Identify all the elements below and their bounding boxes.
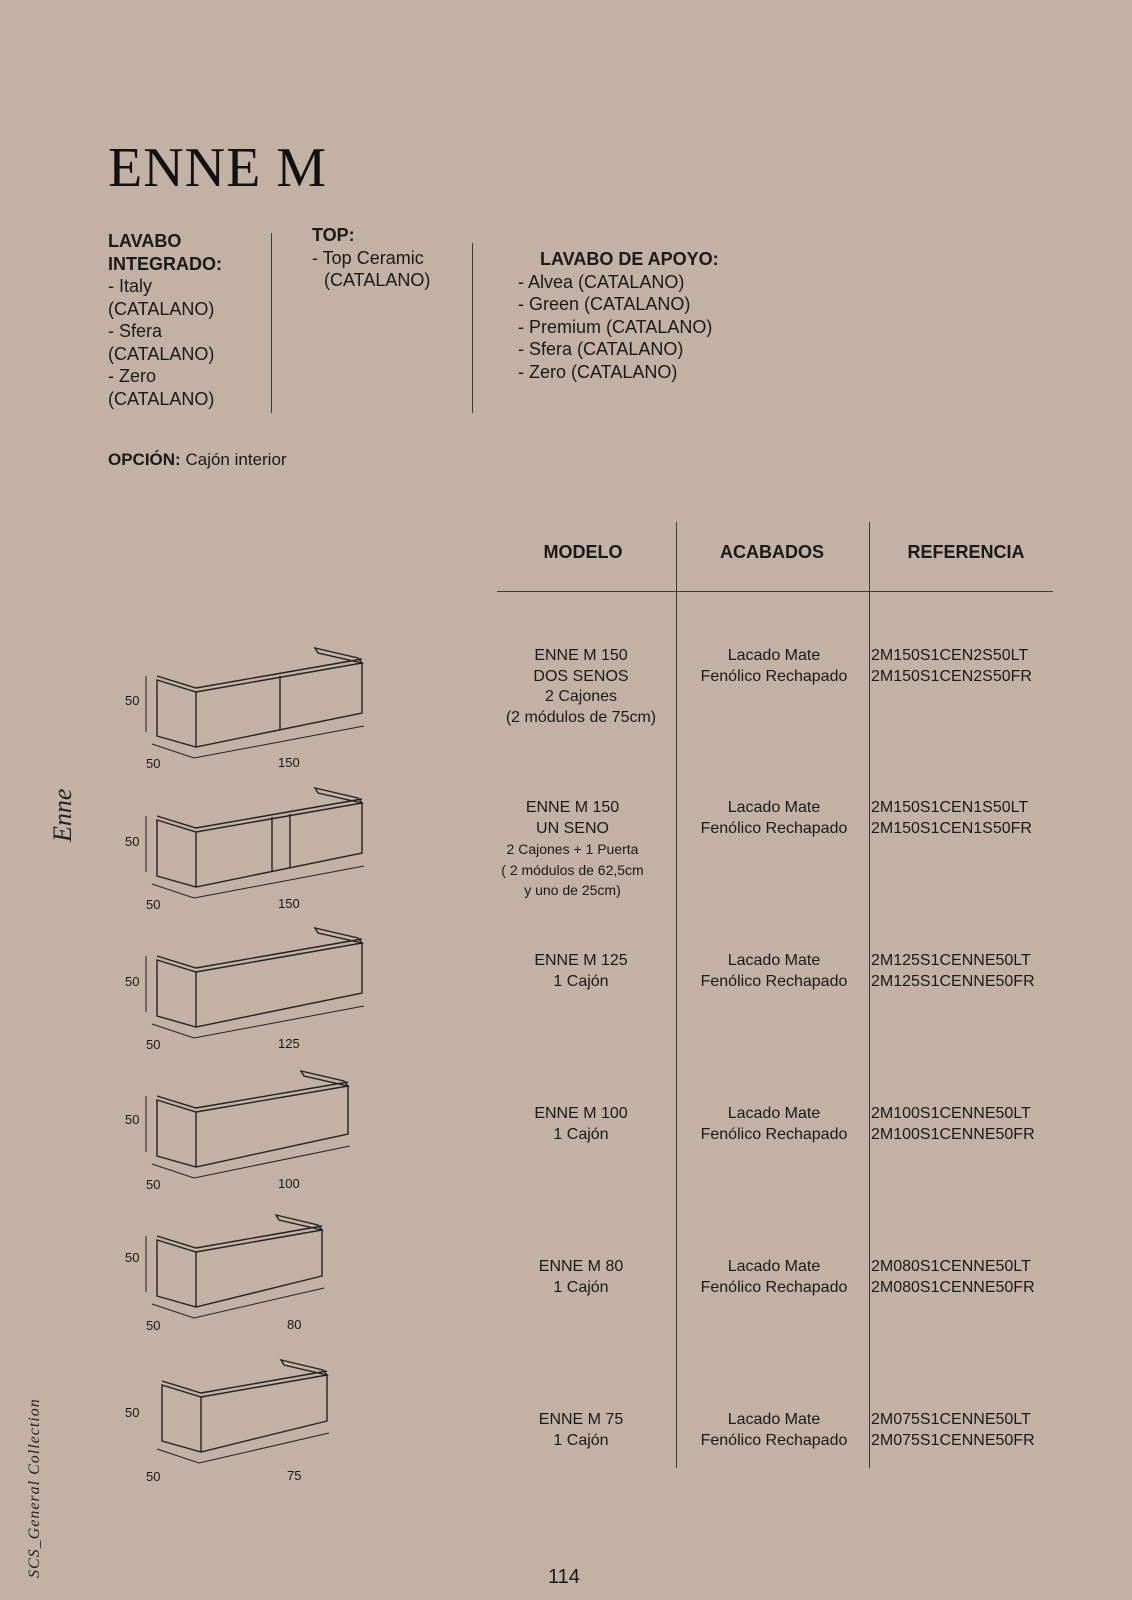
modelo-line: 1 Cajón [553,1125,609,1143]
row-3-modelo [497,951,665,992]
modelo-line: DOS SENOS [533,667,629,685]
dim-depth: 50 [146,1318,161,1333]
row-2-acabados [686,798,862,839]
modelo-line: 1 Cajón [553,972,609,990]
dim-height: 50 [125,693,140,708]
column-divider [472,243,473,413]
lavabo-integrado-line: - Sfera [108,321,163,341]
modelo-line: ENNE M 125 [534,952,628,969]
header-modelo: MODELO [543,542,623,562]
page-title: ENNE M [108,137,328,199]
dim-height: 50 [125,974,140,989]
referencia-line: 2M125S1CENNE50LT [871,952,1031,969]
dim-height: 50 [125,834,140,849]
acabado-line: Lacado Mate [727,1105,821,1122]
modelo-line: UN SENO [536,819,609,837]
row-2-modelo [480,798,665,901]
lavabo-apoyo-line: - Alvea (CATALANO) [518,271,685,292]
referencia-line: 2M100S1CENNE50FR [871,1125,1035,1143]
lavabo-apoyo-line: - Sfera (CATALANO) [518,339,684,359]
referencia-line: 2M150S1CEN2S50FR [871,667,1032,685]
acabado-line: Fenólico Rechapado [700,1125,848,1143]
cabinet-drawing-150-un-seno [140,780,380,900]
modelo-line: y uno de 25cm) [524,882,621,898]
top-line: (CATALANO) [324,270,431,290]
modelo-line: 1 Cajón [553,1431,609,1449]
row-1-referencia [871,646,1032,687]
lavabo-integrado-line: - Zero [108,366,157,386]
modelo-line: ENNE M 80 [538,1258,624,1275]
dim-height: 50 [125,1250,140,1265]
dim-height: 50 [125,1112,140,1127]
modelo-line: ENNE M 100 [534,1105,628,1122]
lavabo-integrado-line: (CATALANO) [108,388,215,409]
dim-width: 125 [278,1036,300,1051]
row-4-referencia [871,1104,1035,1145]
collection-label: SCS_General Collection [26,1398,43,1578]
cabinet-drawing-100 [140,1060,380,1180]
opcion-line [108,450,287,470]
dim-width: 80 [287,1317,302,1332]
side-label-enne: Enne [48,788,77,842]
row-6-referencia [871,1410,1035,1451]
row-5-acabados [686,1257,862,1298]
dim-depth: 50 [146,1037,161,1052]
acabado-line: Lacado Mate [727,647,821,664]
modelo-line: ENNE M 150 [525,799,620,816]
lavabo-apoyo-line: - Green (CATALANO) [518,294,691,314]
row-2-referencia [871,798,1032,839]
lavabo-integrado-heading-2: INTEGRADO: [108,253,222,274]
referencia-line: 2M075S1CENNE50FR [871,1431,1035,1449]
top-heading: TOP: [312,225,355,245]
header-underline [497,591,1053,592]
row-3-referencia [871,951,1035,992]
acabado-line: Fenólico Rechapado [700,667,848,685]
page-number: 114 [548,1566,580,1588]
lavabo-integrado-block [108,230,258,410]
row-5-modelo [497,1257,665,1298]
cabinet-drawing-75 [145,1345,385,1465]
top-block [312,224,472,292]
row-6-modelo [497,1410,665,1451]
dim-depth: 50 [146,897,161,912]
lavabo-integrado-line: - Italy [108,276,153,296]
lavabo-integrado-heading-1: LAVABO [108,231,182,251]
referencia-line: 2M150S1CEN2S50LT [871,647,1029,664]
dim-depth: 50 [146,1177,161,1192]
acabado-line: Fenólico Rechapado [700,972,848,990]
modelo-line: ENNE M 150 [534,647,628,664]
modelo-line: 1 Cajón [553,1278,609,1296]
header-acabados: ACABADOS [719,542,824,562]
referencia-line: 2M075S1CENNE50LT [871,1411,1031,1428]
cabinet-drawing-125 [140,920,380,1040]
column-divider [271,233,272,413]
dim-width: 150 [278,755,300,770]
acabado-line: Fenólico Rechapado [700,1278,848,1296]
acabado-line: Lacado Mate [727,952,821,969]
acabado-line: Lacado Mate [727,799,821,816]
row-1-acabados [686,646,862,687]
opcion-value: Cajón interior [185,450,287,469]
acabado-line: Fenólico Rechapado [700,819,848,837]
top-line: - Top Ceramic [312,247,424,268]
dim-depth: 50 [146,756,161,771]
row-4-modelo [497,1104,665,1145]
referencia-line: 2M125S1CENNE50FR [871,972,1035,990]
lavabo-apoyo-block [518,248,778,383]
modelo-line: (2 módulos de 75cm) [505,708,657,726]
acabado-line: Fenólico Rechapado [700,1431,848,1449]
lavabo-integrado-line: (CATALANO) [108,343,215,364]
row-5-referencia [871,1257,1035,1298]
referencia-line: 2M150S1CEN1S50LT [871,799,1029,816]
dim-height: 50 [125,1405,140,1420]
dim-depth: 50 [146,1469,161,1484]
modelo-line: ( 2 módulos de 62,5cm [501,861,644,878]
table-divider [869,522,870,1468]
dim-width: 150 [278,896,300,911]
acabado-line: Lacado Mate [727,1411,821,1428]
row-4-acabados [686,1104,862,1145]
cabinet-drawing-150-dos-senos [140,640,380,760]
row-6-acabados [686,1410,862,1451]
opcion-label: OPCIÓN: [108,450,181,469]
table-divider [676,522,677,1468]
referencia-line: 2M100S1CENNE50LT [871,1105,1031,1122]
referencia-line: 2M080S1CENNE50FR [871,1278,1035,1296]
modelo-line: 2 Cajones + 1 Puerta [506,841,639,857]
dim-width: 75 [287,1468,302,1483]
cabinet-drawing-80 [140,1200,380,1320]
referencia-line: 2M080S1CENNE50LT [871,1258,1031,1275]
dim-width: 100 [278,1176,300,1191]
row-3-acabados [686,951,862,992]
header-referencia: REFERENCIA [907,542,1025,562]
lavabo-integrado-line: (CATALANO) [108,298,215,319]
modelo-line: ENNE M 75 [538,1411,624,1428]
modelo-line: 2 Cajones [544,688,618,705]
lavabo-apoyo-heading: LAVABO DE APOYO: [540,249,719,269]
referencia-line: 2M150S1CEN1S50FR [871,819,1032,837]
lavabo-apoyo-line: - Zero (CATALANO) [518,361,678,382]
acabado-line: Lacado Mate [727,1258,821,1275]
row-1-modelo [497,646,665,728]
lavabo-apoyo-line: - Premium (CATALANO) [518,316,713,337]
